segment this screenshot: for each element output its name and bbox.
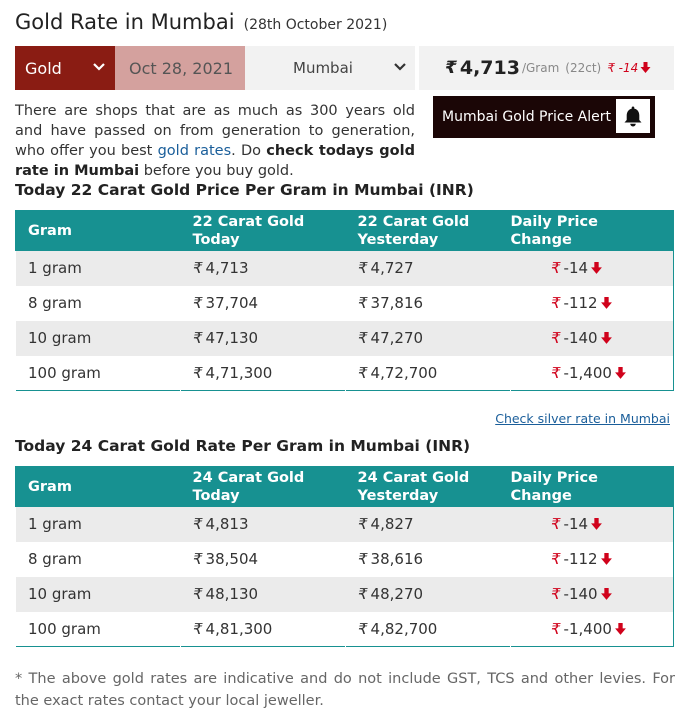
table-row: [16, 251, 674, 286]
gold-rates-link[interactable]: gold rates: [157, 143, 232, 159]
cell-today-value: 4,713: [205, 259, 249, 277]
cell-gram: 1 gram: [16, 251, 181, 286]
date-picker[interactable]: [115, 46, 245, 90]
rupee-symbol: ₹: [358, 259, 368, 277]
rupee-symbol: ₹: [551, 619, 561, 638]
down-arrow-icon: [590, 518, 603, 531]
chevron-down-icon: [92, 61, 106, 73]
cell-yesterday: [346, 507, 511, 542]
city-select[interactable]: [245, 46, 415, 90]
cell-yesterday: [346, 612, 511, 647]
rupee-symbol: ₹: [551, 585, 561, 603]
down-arrow-icon: [600, 553, 613, 566]
cell-today-value: 48,130: [205, 585, 259, 603]
cell-gram: 8 gram: [16, 286, 181, 321]
cell-gram: 8 gram: [16, 542, 181, 577]
col-header-gram: Gram: [16, 467, 181, 507]
table-24-title: Today 24 Carat Gold Rate Per Gram in Mumbai (INR): [15, 437, 471, 455]
cell-today: [181, 356, 346, 391]
cell-gram: 10 gram: [16, 577, 181, 612]
cell-today-value: 4,71,300: [205, 363, 273, 382]
cell-change-value: -112: [563, 550, 598, 568]
rupee-symbol: ₹: [358, 329, 368, 347]
table-row: [16, 286, 674, 321]
bell-icon-box: [616, 99, 650, 133]
table-row: [16, 507, 674, 542]
table-row: [16, 542, 674, 577]
cell-today: [181, 321, 346, 356]
cell-yesterday-value: 4,827: [370, 515, 414, 533]
date-picker-value: Oct 28, 2021: [129, 58, 233, 78]
cell-today-value: 38,504: [205, 550, 259, 568]
rupee-symbol: ₹: [193, 329, 203, 347]
cell-yesterday-value: 4,727: [370, 259, 414, 277]
cell-change: [511, 321, 674, 356]
cell-change: [511, 612, 674, 647]
cell-change: [511, 542, 674, 577]
rupee-symbol: ₹: [193, 550, 203, 568]
rupee-symbol: ₹: [193, 294, 203, 312]
intro-text-2: . Do: [231, 143, 267, 159]
col-header-change: Daily Price Change: [511, 211, 674, 251]
price-alert-button[interactable]: [433, 96, 655, 138]
cell-change-value: -1,400: [563, 619, 612, 638]
rupee-symbol: ₹: [551, 294, 561, 312]
col-header-today: 22 Carat Gold Today: [181, 211, 346, 251]
rupee-symbol: ₹: [358, 585, 368, 603]
cell-yesterday-value: 4,72,700: [370, 363, 438, 382]
cell-change: [511, 251, 674, 286]
intro-bold: check todays gold rate in Mumbai: [15, 143, 415, 179]
cell-today: [181, 286, 346, 321]
rupee-symbol: ₹: [445, 58, 457, 78]
cell-yesterday: [346, 321, 511, 356]
cell-gram: 100 gram: [16, 356, 181, 391]
cell-today-value: 4,81,300: [205, 619, 273, 638]
intro-text-1: There are shops that are as much as 300 years old and have passed on from generation to generation, who offer you best: [15, 103, 415, 159]
rupee-symbol: ₹: [358, 619, 368, 638]
cell-change-value: -140: [563, 329, 598, 347]
price-purity: (22ct): [565, 61, 602, 75]
rupee-symbol: ₹: [193, 619, 203, 638]
cell-today: [181, 542, 346, 577]
table-row: [16, 321, 674, 356]
down-arrow-icon: [600, 588, 613, 601]
cell-today-value: 4,813: [205, 515, 249, 533]
cell-today-value: 47,130: [205, 329, 259, 347]
cell-yesterday: [346, 542, 511, 577]
cell-change: [511, 356, 674, 391]
cell-gram: 100 gram: [16, 612, 181, 647]
cell-yesterday-value: 37,816: [370, 294, 424, 312]
down-arrow-icon: [614, 623, 627, 636]
price-unit: /Gram: [521, 61, 560, 75]
cell-change-value: -1,400: [563, 363, 612, 382]
price-alert-label: Mumbai Gold Price Alert: [442, 109, 611, 125]
cell-today-value: 37,704: [205, 294, 259, 312]
down-arrow-icon: [640, 62, 651, 74]
cell-gram: 10 gram: [16, 321, 181, 356]
cell-change: [511, 577, 674, 612]
chevron-down-icon: [393, 61, 407, 73]
down-arrow-icon: [600, 297, 613, 310]
disclaimer-footnote: * The above gold rates are indicative and do not include GST, TCS and other levies. For the exact rates contact your local jeweller.: [15, 671, 675, 709]
rupee-symbol: ₹: [193, 585, 203, 603]
metal-select-value: Gold: [25, 58, 62, 78]
current-price-box: [419, 46, 674, 90]
cell-yesterday-value: 48,270: [370, 585, 424, 603]
cell-yesterday-value: 47,270: [370, 329, 424, 347]
rupee-symbol: ₹: [193, 363, 203, 382]
cell-today: [181, 507, 346, 542]
intro-paragraph: [15, 101, 415, 181]
silver-rate-link[interactable]: Check silver rate in Mumbai: [495, 411, 670, 426]
cell-change: [511, 286, 674, 321]
rupee-symbol: ₹: [193, 515, 203, 533]
page-title: Gold Rate in Mumbai: [15, 10, 235, 34]
table-24-carat: [15, 466, 674, 647]
table-row: [16, 612, 674, 647]
price-change: ₹ -14: [607, 61, 639, 75]
cell-today: [181, 612, 346, 647]
rupee-symbol: ₹: [193, 259, 203, 277]
col-header-yesterday: 22 Carat Gold Yesterday: [346, 211, 511, 251]
col-header-change: Daily Price Change: [511, 467, 674, 507]
table-22-carat: [15, 210, 674, 391]
rupee-symbol: ₹: [551, 550, 561, 568]
cell-change-value: -14: [563, 515, 589, 533]
cell-yesterday-value: 4,82,700: [370, 619, 438, 638]
current-price: 4,713: [459, 57, 520, 79]
down-arrow-icon: [614, 367, 627, 380]
page-header: [15, 10, 387, 34]
rupee-symbol: ₹: [358, 294, 368, 312]
metal-select[interactable]: [15, 46, 115, 90]
table-row: [16, 356, 674, 391]
col-header-yesterday: 24 Carat Gold Yesterday: [346, 467, 511, 507]
table-22-title: Today 22 Carat Gold Price Per Gram in Mumbai (INR): [15, 181, 474, 199]
table-row: [16, 577, 674, 612]
down-arrow-icon: [600, 332, 613, 345]
col-header-today: 24 Carat Gold Today: [181, 467, 346, 507]
rupee-symbol: ₹: [551, 259, 561, 277]
cell-yesterday: [346, 286, 511, 321]
col-header-gram: Gram: [16, 211, 181, 251]
rupee-symbol: ₹: [358, 550, 368, 568]
cell-yesterday: [346, 577, 511, 612]
down-arrow-icon: [590, 262, 603, 275]
cell-change-value: -140: [563, 585, 598, 603]
cell-change-value: -14: [563, 259, 589, 277]
cell-yesterday-value: 38,616: [370, 550, 424, 568]
cell-yesterday: [346, 251, 511, 286]
cell-today: [181, 577, 346, 612]
intro-text-3: before you buy gold.: [139, 163, 294, 179]
cell-change: [511, 507, 674, 542]
page-date: (28th October 2021): [243, 17, 388, 33]
cell-yesterday: [346, 356, 511, 391]
rupee-symbol: ₹: [551, 515, 561, 533]
rupee-symbol: ₹: [358, 363, 368, 382]
rupee-symbol: ₹: [551, 363, 561, 382]
rate-controls: [15, 46, 674, 90]
cell-change-value: -112: [563, 294, 598, 312]
rupee-symbol: ₹: [551, 329, 561, 347]
cell-today: [181, 251, 346, 286]
bell-icon: [623, 105, 643, 127]
cell-gram: 1 gram: [16, 507, 181, 542]
city-select-value: Mumbai: [293, 59, 353, 77]
rupee-symbol: ₹: [358, 515, 368, 533]
